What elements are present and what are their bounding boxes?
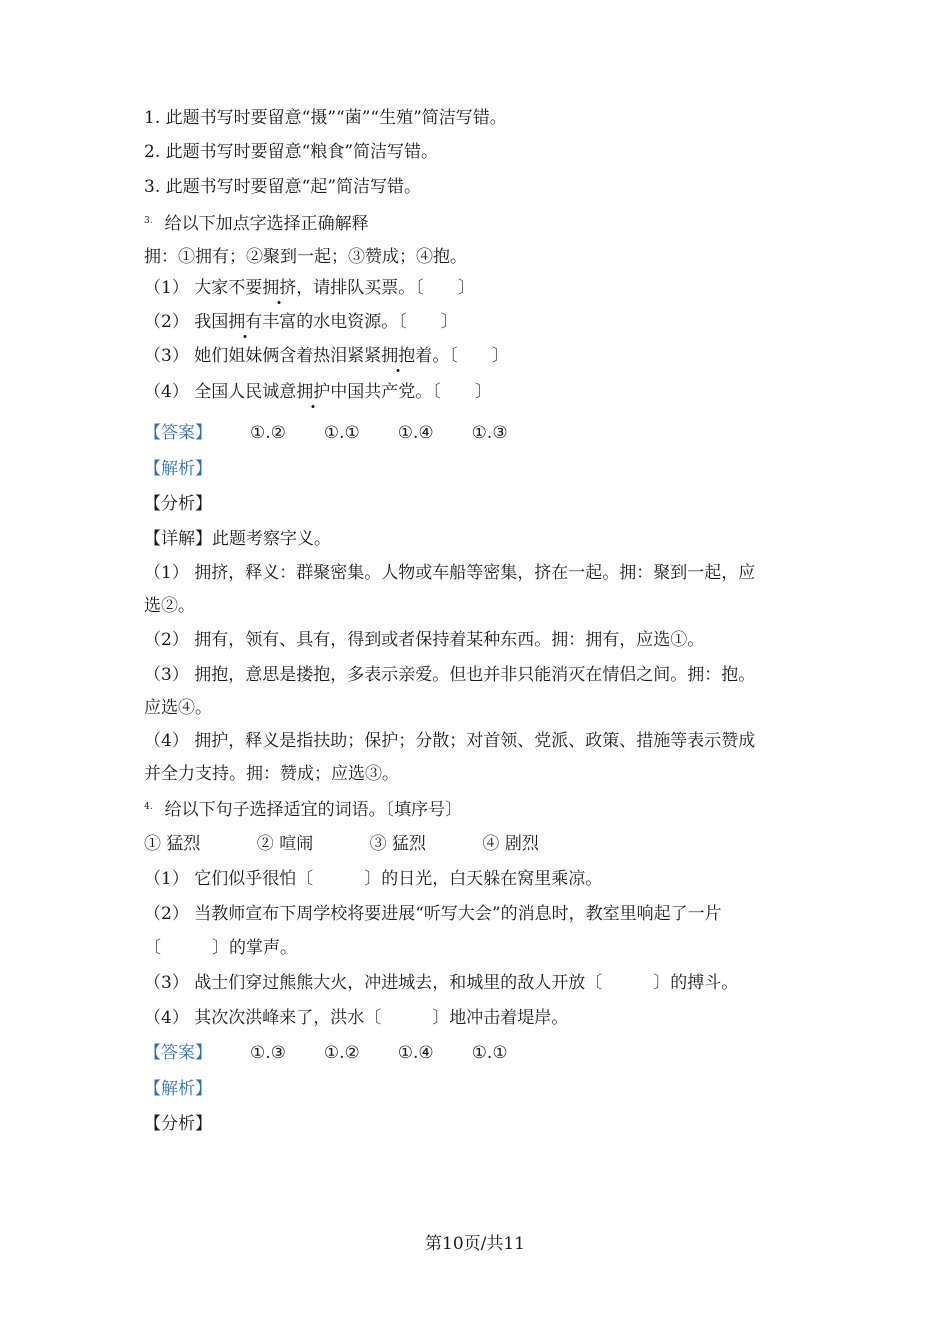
question-number: 3. bbox=[144, 216, 153, 226]
question-item: （1） 它们似乎很怕〔 〕的日光，白天躲在窝里乘凉。 bbox=[144, 869, 603, 889]
analysis-label: 【解析】 bbox=[144, 459, 212, 479]
question-4-options: ① 猛烈 ② 喧闹 ③ 猛烈 ④ 剧烈 bbox=[144, 834, 539, 854]
question-item: （3） 战士们穿过熊熊大火，冲进城去，和城里的敌人开放〔 〕的搏斗。 bbox=[144, 973, 739, 993]
detail-line: 【详解】此题考察字义。 bbox=[144, 529, 331, 549]
question-number: 4. bbox=[144, 802, 153, 812]
explain-line: 并全力支持。拥：赞成；应选③。 bbox=[144, 764, 399, 784]
answer-row bbox=[144, 421, 508, 445]
question-item: （2） 当教师宣布下周学校将要进展“听写大会”的消息时，教室里响起了一片 bbox=[144, 904, 722, 924]
explain-line: （2） 拥有，领有、具有，得到或者保持着某种东西。拥：拥有，应选①。 bbox=[144, 630, 705, 650]
question-item: 〔 〕的掌声。 bbox=[144, 938, 297, 958]
question-item bbox=[144, 344, 509, 368]
item-text: （3） 她们姐妹俩含着热泪紧紧拥 bbox=[144, 346, 399, 366]
question-item bbox=[144, 310, 458, 334]
page-footer: 第10页/共11 bbox=[425, 1234, 525, 1254]
fenxi-label: 【分析】 bbox=[144, 1114, 212, 1134]
answer-item: ①.③ bbox=[471, 423, 508, 443]
note-line: 2. 此题书写时要留意“粮食”简洁写错。 bbox=[144, 142, 439, 162]
question-4-title bbox=[144, 795, 462, 822]
question-item bbox=[144, 276, 475, 300]
item-text: （1） 大家不要拥 bbox=[144, 278, 280, 298]
question-item bbox=[144, 380, 492, 404]
answer-item: ①.② bbox=[323, 1043, 360, 1063]
item-text: 抱着。〔 〕 bbox=[398, 346, 509, 366]
explain-line: 选②。 bbox=[144, 596, 195, 616]
analysis-label: 【解析】 bbox=[144, 1079, 212, 1099]
item-text: （4） 全国人民诚意拥 bbox=[144, 382, 314, 402]
answer-row bbox=[144, 1041, 508, 1065]
item-text: （2） 我国拥 bbox=[144, 312, 246, 332]
explain-line: （4） 拥护，释义是指扶助；保护；分散；对首领、党派、政策、措施等表示赞成 bbox=[144, 731, 756, 751]
note-line: 3. 此题书写时要留意“起”简洁写错。 bbox=[144, 177, 422, 197]
question-title: 给以下加点字选择正确解释 bbox=[164, 214, 369, 234]
item-text: 护中国共产党。〔 〕 bbox=[313, 382, 492, 402]
question-item: （4） 其次次洪峰来了，洪水〔 〕地冲击着堤岸。 bbox=[144, 1008, 569, 1028]
answer-item: ①.④ bbox=[397, 1043, 434, 1063]
answer-item: ①.① bbox=[323, 423, 360, 443]
explain-line: 应选④。 bbox=[144, 698, 212, 718]
explain-line: （3） 拥抱，意思是搂抱，多表示亲爱。但也并非只能消灭在情侣之间。拥：抱。 bbox=[144, 665, 756, 685]
answer-item: ①.③ bbox=[250, 1043, 286, 1063]
answer-label: 【答案】 bbox=[144, 423, 212, 443]
item-text: 有丰富的水电资源。〔 〕 bbox=[245, 312, 458, 332]
answer-label: 【答案】 bbox=[144, 1043, 212, 1063]
note-line: 1. 此题书写时要留意“摄”“菌”“生殖”简洁写错。 bbox=[144, 108, 507, 128]
answer-item: ①.① bbox=[471, 1043, 508, 1063]
fenxi-label: 【分析】 bbox=[144, 494, 212, 514]
answer-item: ①.② bbox=[250, 423, 286, 443]
answer-item: ①.④ bbox=[397, 423, 434, 443]
item-text: 挤，请排队买票。〔 〕 bbox=[279, 278, 475, 298]
question-3-title bbox=[144, 209, 369, 236]
question-3-options: 拥：①拥有；②聚到一起；③赞成；④抱。 bbox=[144, 247, 467, 267]
question-title: 给以下句子选择适宜的词语。〔填序号〕 bbox=[164, 800, 463, 820]
explain-line: （1） 拥挤，释义：群聚密集。人物或车船等密集，挤在一起。拥：聚到一起，应 bbox=[144, 563, 756, 583]
